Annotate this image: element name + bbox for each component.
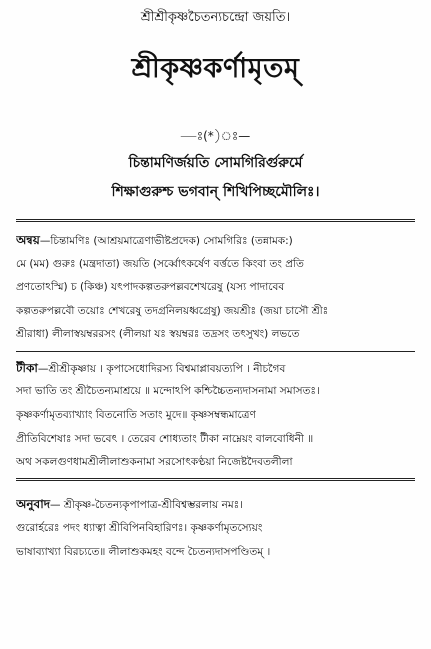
anvaya-label: অন্বয় <box>16 233 40 247</box>
double-rule <box>16 219 415 222</box>
anubad-line: গুরোর্হরেঃ পদং ধ্যাত্বা শ্রীবিপিনবিহারিণঃ। কৃষ্ণকর্ণামৃতস্যেয়ং <box>16 522 263 534</box>
tika-line: অথ সকলগুণধামশ্রীলীলাশুকনামা সরসোৎকণ্ঠয়া নিজেষ্টদৈবতলীলা <box>16 456 293 468</box>
anvaya-line: কল্পতরুপল্লবৌ তয়োঃ শেখরেষু তদগ্রনিলয়ধ্বগ্রেষু) জয়শ্রীঃ (জয়া চাসৌ শ্রীঃ <box>16 305 329 317</box>
verse-line-2: শিক্ষাগুরুশ্চ ভগবান্ শিখিপিচ্ছমৌলিঃ। <box>111 184 320 200</box>
anubad-line: ভাষাব্যাখ্যা বিরচ্যতে॥ লীলাশুকমহং বন্দে চৈতন্যদাসপণ্ডিতম্ । <box>16 546 271 558</box>
anubad-label: অনুবাদ <box>16 497 51 511</box>
anvaya-line: অন্বয়—চিন্তামণিঃ (আশ্রয়মাত্রেণাভীষ্টপ্রদেক) সোমগিরিঃ (তন্নামক:) <box>16 233 293 247</box>
page-title: শ্রীকৃষ্ণকর্ণামৃতম্ <box>131 53 300 84</box>
ornament-divider: —ঃ(*)ঃ— <box>180 129 251 143</box>
double-rule <box>16 478 415 481</box>
section-rule <box>16 351 415 352</box>
tika-line: প্রীতিবিশেষাঃ সদা ভবেৎ । তেরেব শোধ্যতাং টীকা নাম্নেয়ং বালবোধিনী ॥ <box>16 433 314 445</box>
tika-label: টীকা <box>16 361 38 375</box>
anvaya-line: শ্রীরাধা) লীলাস্বয়ম্বররসং (লীলয়া যঃ স্বয়ম্বরঃ তদ্রসং তৎসুখং) লভতে <box>16 328 300 340</box>
anvaya-line: প্রণতোঽস্মি) চ (কিঞ্চ) যৎপাদকল্পতরুপল্লবশেখরেষু (যস্য পাদাবেব <box>16 281 285 293</box>
tika-line: টীকা—শ্রীশ্রীকৃষ্ণায় । কৃপাসেধোদিরস্য বিশ্বমাপ্লাবয়ত্যপি । নীচগৈব <box>16 361 286 375</box>
tika-line: সদা ভাতি তং শ্রীচৈতন্যমাশ্রয়ে ॥ মন্দোঽপি কশ্চিচ্চৈতন্যদাসনামা সমাসতঃ। <box>16 385 320 397</box>
verse-line-1: চিন্তামণির্জয়তি সোমগিরির্গুরুর্মে <box>128 155 303 171</box>
invocation-line: শ্রীশ্রীকৃষ্ণচৈতন্যচন্দ্রো জয়তি। <box>140 10 291 25</box>
anvaya-line: মে (মম) গুরুঃ (মন্ত্রদাতা) জয়তি (সর্ব্বোৎকর্ষেণ বর্ত্ততে কিংবা তং প্রতি <box>16 258 304 270</box>
anubad-line: অনুবাদ— শ্রীকৃষ্ণ-চৈতন্যকৃপাপাত্র-শ্রীবিশ্বম্ভরলায় নমঃ। <box>16 497 244 511</box>
tika-line: কৃষ্ণকর্ণামৃতব্যাখ্যাং বিতনোতি সতাং মুদে॥ কৃষ্ণসম্বন্ধমাত্রেণ <box>16 409 256 421</box>
